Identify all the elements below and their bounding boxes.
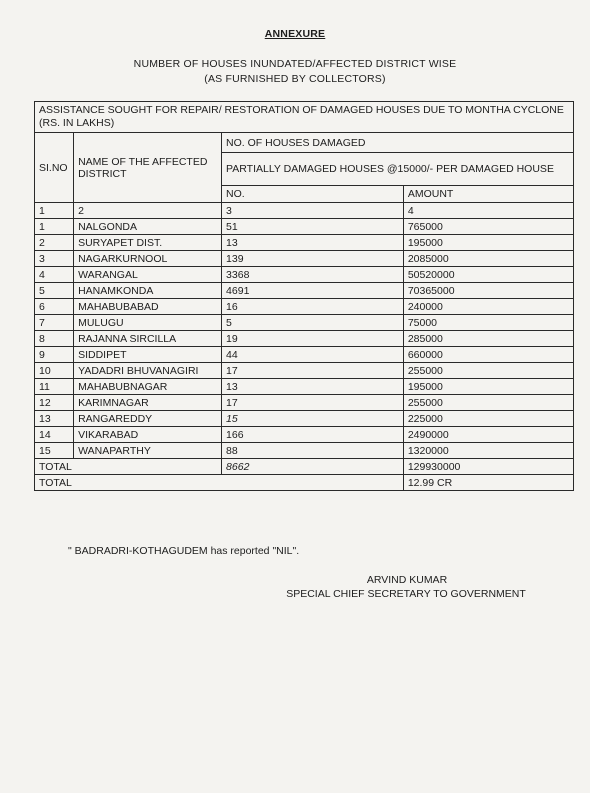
table-row	[35, 395, 574, 411]
table-row	[35, 443, 574, 459]
header-slno: SI.NO	[35, 133, 74, 203]
signatory-name-line	[0, 574, 590, 586]
cell-amount: 240000	[403, 299, 573, 315]
cell-district: MAHABUBNAGAR	[74, 379, 222, 395]
signatory-name: ARVIND KUMAR	[366, 574, 448, 586]
cell-slno: 3	[35, 251, 74, 267]
table-row	[35, 299, 574, 315]
cell-slno: 10	[35, 363, 74, 379]
table-row	[35, 331, 574, 347]
cell-slno: 12	[35, 395, 74, 411]
cell-no: 44	[222, 347, 404, 363]
total-no: 8662	[222, 459, 404, 475]
damaged-houses-table	[34, 101, 574, 491]
column-number: 1	[35, 203, 74, 219]
column-number: 3	[222, 203, 404, 219]
table-row	[35, 267, 574, 283]
cell-district: VIKARABAD	[74, 427, 222, 443]
total-label: TOTAL	[35, 459, 222, 475]
cell-no: 51	[222, 219, 404, 235]
cell-district: RAJANNA SIRCILLA	[74, 331, 222, 347]
header-district: NAME OF THE AFFECTED DISTRICT	[74, 133, 222, 203]
header-partially-damaged: PARTIALLY DAMAGED HOUSES @15000/- PER DAMAGED HOUSE	[222, 153, 574, 186]
cell-amount: 255000	[403, 363, 573, 379]
cell-no: 88	[222, 443, 404, 459]
cell-amount: 70365000	[403, 283, 573, 299]
total-row	[35, 459, 574, 475]
cell-district: WANAPARTHY	[74, 443, 222, 459]
cell-amount: 285000	[403, 331, 573, 347]
cell-slno: 14	[35, 427, 74, 443]
annexure-heading: ANNEXURE	[264, 28, 326, 40]
cell-no: 17	[222, 395, 404, 411]
cell-amount: 660000	[403, 347, 573, 363]
cell-district: NAGARKURNOOL	[74, 251, 222, 267]
total-crore-label: TOTAL	[35, 475, 404, 491]
cell-slno: 1	[35, 219, 74, 235]
table-row	[35, 379, 574, 395]
document-subtitle: (AS FURNISHED BY COLLECTORS)	[204, 73, 386, 85]
total-amount: 129930000	[403, 459, 573, 475]
cell-district: WARANGAL	[74, 267, 222, 283]
cell-amount: 195000	[403, 379, 573, 395]
cell-no: 16	[222, 299, 404, 315]
cell-amount: 765000	[403, 219, 573, 235]
cell-slno: 15	[35, 443, 74, 459]
cell-no: 3368	[222, 267, 404, 283]
cell-no: 13	[222, 379, 404, 395]
header-amount: AMOUNT	[403, 186, 573, 203]
cell-slno: 9	[35, 347, 74, 363]
cell-amount: 1320000	[403, 443, 573, 459]
cell-slno: 11	[35, 379, 74, 395]
cell-slno: 5	[35, 283, 74, 299]
column-number: 2	[74, 203, 222, 219]
cell-no: 5	[222, 315, 404, 331]
document-title: NUMBER OF HOUSES INUNDATED/AFFECTED DISTRICT WISE	[133, 58, 457, 70]
header-no: NO.	[222, 186, 404, 203]
cell-slno: 2	[35, 235, 74, 251]
total-crore-row	[35, 475, 574, 491]
cell-district: SIDDIPET	[74, 347, 222, 363]
cell-no: 13	[222, 235, 404, 251]
cell-district: SURYAPET DIST.	[74, 235, 222, 251]
cell-amount: 225000	[403, 411, 573, 427]
cell-district: MAHABUBABAD	[74, 299, 222, 315]
table-row	[35, 411, 574, 427]
cell-slno: 4	[35, 267, 74, 283]
table-row	[35, 427, 574, 443]
table-row	[35, 315, 574, 331]
cell-amount: 75000	[403, 315, 573, 331]
column-number: 4	[403, 203, 573, 219]
cell-no: 19	[222, 331, 404, 347]
cell-amount: 2490000	[403, 427, 573, 443]
signatory-title-line	[0, 588, 590, 600]
table-row	[35, 363, 574, 379]
cell-no: 4691	[222, 283, 404, 299]
table-title: ASSISTANCE SOUGHT FOR REPAIR/ RESTORATION OF DAMAGED HOUSES DUE TO MONTHA CYCLONE (RS. IN LAKHS)	[35, 102, 574, 133]
table-row	[35, 347, 574, 363]
cell-amount: 255000	[403, 395, 573, 411]
nil-report-note: " BADRADRI-KOTHAGUDEM has reported "NIL".	[68, 545, 300, 557]
table-row	[35, 251, 574, 267]
cell-amount: 195000	[403, 235, 573, 251]
cell-district: HANAMKONDA	[74, 283, 222, 299]
table-row	[35, 219, 574, 235]
cell-no: 15	[222, 411, 404, 427]
cell-no: 166	[222, 427, 404, 443]
table-row	[35, 235, 574, 251]
column-number-row	[35, 203, 574, 219]
cell-district: RANGAREDDY	[74, 411, 222, 427]
cell-amount: 2085000	[403, 251, 573, 267]
cell-district: YADADRI BHUVANAGIRI	[74, 363, 222, 379]
cell-district: NALGONDA	[74, 219, 222, 235]
cell-slno: 13	[35, 411, 74, 427]
signatory-title: SPECIAL CHIEF SECRETARY TO GOVERNMENT	[286, 588, 526, 600]
cell-no: 17	[222, 363, 404, 379]
table-row	[35, 283, 574, 299]
cell-amount: 50520000	[403, 267, 573, 283]
total-crore-amount: 12.99 CR	[403, 475, 573, 491]
cell-slno: 8	[35, 331, 74, 347]
cell-slno: 7	[35, 315, 74, 331]
cell-no: 139	[222, 251, 404, 267]
cell-district: MULUGU	[74, 315, 222, 331]
header-houses-damaged: NO. OF HOUSES DAMAGED	[222, 133, 574, 153]
cell-slno: 6	[35, 299, 74, 315]
cell-district: KARIMNAGAR	[74, 395, 222, 411]
